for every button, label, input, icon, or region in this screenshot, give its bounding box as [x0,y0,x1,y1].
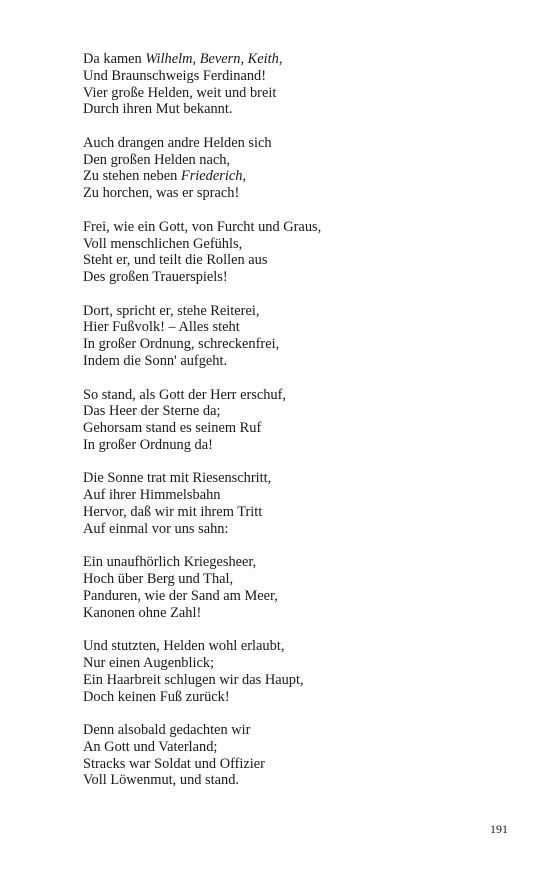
poem-line [83,269,523,286]
text-segment: So stand, als Gott der Herr erschuf, [83,386,287,403]
stanza [83,135,523,202]
poem-line [83,437,523,454]
poem-line [83,236,523,253]
poem-line [83,353,523,370]
poem-line [83,51,523,68]
poem-line [83,655,523,672]
text-segment: Hier Fußvolk! – Alles steht [83,319,240,336]
poem-line [83,672,523,689]
poem-line [83,252,523,269]
text-segment: Panduren, wie der Sand am Meer, [83,587,278,604]
poem-line [83,152,523,169]
text-segment: Zu stehen neben [83,168,181,185]
poem-line [83,605,523,622]
stanza [83,470,523,537]
text-segment: Hervor, daß wir mit ihrem Tritt [83,503,263,520]
stanza [83,387,523,454]
poem-line [83,68,523,85]
poem-line [83,638,523,655]
stanza [83,638,523,705]
poem-line [83,487,523,504]
poem-line [83,185,523,202]
poem-line [83,420,523,437]
poem-body [83,51,523,806]
text-segment: Frei, wie ein Gott, von Furcht und Graus, [83,218,322,235]
poem-line [83,219,523,236]
stanza [83,303,523,370]
poem-line [83,135,523,152]
poem-line [83,521,523,538]
text-segment: Auf ihrer Himmelsbahn [83,487,221,504]
text-segment: Stracks war Soldat und Offizier [83,755,265,772]
poem-line [83,387,523,404]
text-segment: Nur einen Augenblick; [83,654,215,671]
text-segment: Zu horchen, was er sprach! [83,185,240,202]
poem-line [83,588,523,605]
text-segment: Ein unaufhörlich Kriegesheer, [83,554,257,571]
stanza [83,219,523,286]
text-segment: Durch ihren Mut bekannt. [83,101,233,118]
text-segment: Steht er, und teilt die Rollen aus [83,252,268,269]
poem-line [83,689,523,706]
poem-line [83,554,523,571]
text-segment: Gehorsam stand es seinem Ruf [83,420,262,437]
text-segment: Das Heer der Sterne da; [83,403,221,420]
text-segment: Und Braunschweigs Ferdinand! [83,67,267,84]
page-number: 191 [490,822,508,836]
poem-line [83,470,523,487]
text-segment: Denn alsobald gedachten wir [83,722,251,738]
text-segment: Den großen Helden nach, [83,151,231,168]
poem-line [83,571,523,588]
text-segment: In großer Ordnung, schreckenfrei, [83,336,280,353]
text-segment: Hoch über Berg und Thal, [83,571,234,588]
poem-line [83,772,523,789]
text-segment: In großer Ordnung da! [83,436,213,453]
poem-line [83,739,523,756]
poem-line [83,504,523,521]
stanza [83,51,523,118]
poem-line [83,303,523,320]
text-segment: Da kamen [83,51,146,67]
poem-line [83,85,523,102]
stanza [83,554,523,621]
poem-line [83,168,523,185]
stanza [83,722,523,789]
text-segment: Auch drangen andre Helden sich [83,134,272,151]
text-segment: Auf einmal vor uns sahn: [83,520,229,537]
poem-line [83,722,523,739]
text-segment: Vier große Helden, weit und breit [83,84,277,101]
poem-line [83,101,523,118]
poem-line [83,756,523,773]
poem-line [83,403,523,420]
text-segment: Doch keinen Fuß zurück! [83,688,230,705]
text-segment: Ein Haarbreit schlugen wir das Haupt, [83,671,304,688]
text-segment: Kanonen ohne Zahl! [83,604,202,621]
text-segment: An Gott und Vaterland; [83,738,218,755]
text-segment: Die Sonne trat mit Riesenschritt, [83,470,272,487]
italic-text: Wilhelm, Bevern, Keith, [145,51,283,67]
text-segment: Dort, spricht er, stehe Reiterei, [83,302,260,319]
italic-text: Friederich, [180,168,247,185]
text-segment: Indem die Sonn' aufgeht. [83,353,228,370]
poem-line [83,336,523,353]
text-segment: Voll Löwenmut, und stand. [83,772,240,789]
text-segment: Voll menschlichen Gefühls, [83,235,243,252]
text-segment: Des großen Trauerspiels! [83,269,228,286]
text-segment: Und stutzten, Helden wohl erlaubt, [83,638,285,655]
poem-line [83,319,523,336]
